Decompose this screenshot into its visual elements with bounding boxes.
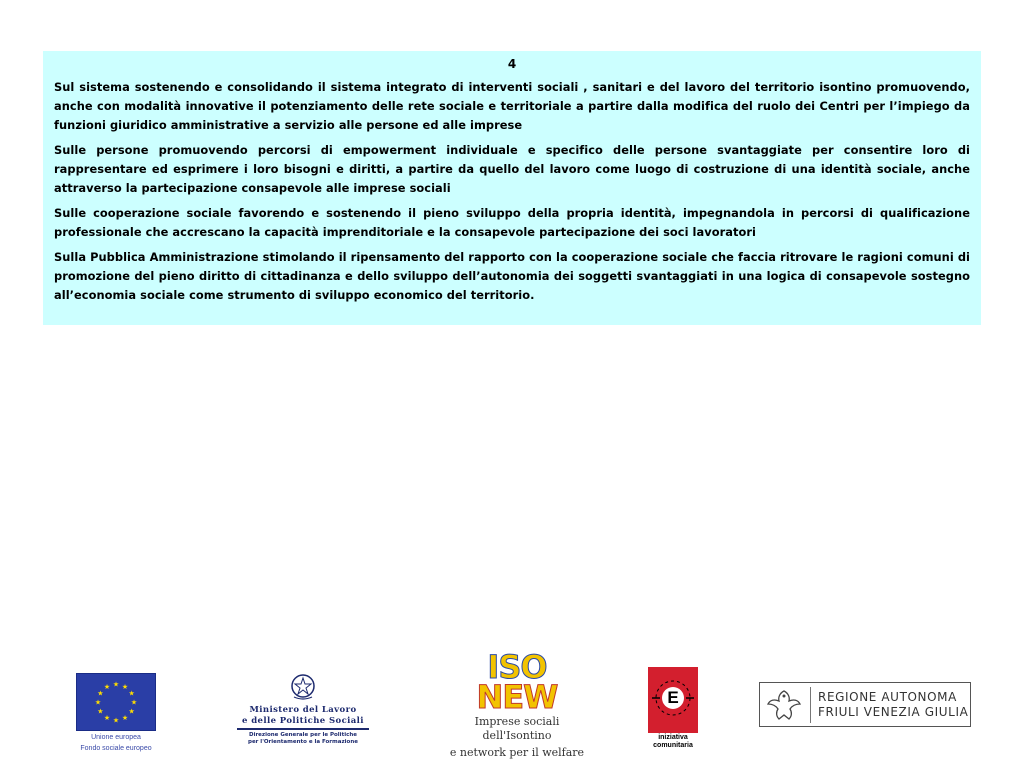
paragraph-cooperazione: Sulle cooperazione sociale favorendo e sostenendo il pieno sviluppo della propria identità, impegnandola in percorsi di qualificazione professionale che accrescano la capacità imprenditoriale e la consapevole partecipazione dei soci lavoratori xyxy=(54,206,970,239)
ministry-sub-line2: per l'Orientamento e la Formazione xyxy=(248,739,358,745)
slide-number: 4 xyxy=(507,57,517,71)
isonew-logo xyxy=(443,648,591,760)
paragraph-sistema: Sul sistema sostenendo e consolidando il sistema integrato di interventi sociali , sanitari e del lavoro del territorio isontino promuovendo, anche con modalità innovative il potenziamento delle rete sociale e territoriale a partire dalla modifica del ruolo dei Centri per l’impiego da funzioni giuridico amministrative a servizio alle persone ed alle imprese xyxy=(54,80,970,132)
equal-caption-line1: iniziativa xyxy=(658,734,688,741)
eu-flag-icon xyxy=(76,673,156,731)
eu-star-icon: ★ xyxy=(128,707,135,716)
ministry-logo xyxy=(237,673,369,746)
eu-star-icon: ★ xyxy=(121,714,129,723)
content-box xyxy=(43,51,981,325)
isonew-caption-line1: Imprese sociali dell'Isontino xyxy=(474,715,560,742)
isonew-caption-line2: e network per il welfare xyxy=(449,746,585,759)
eu-star-icon: ★ xyxy=(94,698,102,707)
ministry-divider xyxy=(237,728,369,730)
eu-star-icon: ★ xyxy=(112,716,120,725)
region-text xyxy=(818,690,968,720)
paragraph-persone: Sulle persone promuovendo percorsi di empowerment individuale e specifico delle persone svantaggiate per consentire loro di rappresentare ed esprimere i loro bisogni e diritti, a partire da quello del lavoro come luogo di costruzione di una identità sociale, anche attraverso la partecipazione consapevole alle imprese sociali xyxy=(54,143,970,195)
region-line1: REGIONE AUTONOMA xyxy=(818,690,957,704)
equal-badge xyxy=(648,667,698,733)
equal-logo xyxy=(647,667,699,749)
region-line2: FRIULI VENEZIA GIULIA xyxy=(818,705,969,719)
eu-logo xyxy=(76,673,156,753)
equal-letter: E xyxy=(662,687,684,709)
eagle-crest-icon xyxy=(764,685,804,725)
eu-star-icon: ★ xyxy=(97,707,104,716)
paragraph-pubblica-amministrazione: Sulla Pubblica Amministrazione stimolando il ripensamento del rapporto con la cooperazione sociale che faccia ritrovare le ragioni comuni di promozione del pieno diritto di cittadinanza e dello sviluppo dell’autonomia dei soggetti svantaggiati in una logica di consapevole sostegno all’economia sociale come strumento di sviluppo economico del territorio. xyxy=(54,250,970,302)
isonew-word-bottom: NEW xyxy=(476,678,558,716)
eu-star-icon: ★ xyxy=(130,698,138,707)
isonew-word-top: ISO xyxy=(487,648,547,686)
eu-star-icon: ★ xyxy=(103,714,111,723)
eu-caption-line2: Fondo sociale europeo xyxy=(80,745,152,752)
eu-star-icon: ★ xyxy=(103,682,111,691)
italian-republic-emblem-icon xyxy=(290,673,316,701)
eu-star-icon: ★ xyxy=(97,689,104,698)
equal-caption-line2: comunitaria xyxy=(653,742,693,749)
eu-star-icon: ★ xyxy=(128,689,135,698)
ministry-title-line2: e delle Politiche Sociali xyxy=(242,716,364,726)
region-divider xyxy=(810,687,811,723)
ministry-sub-line1: Direzione Generale per le Politiche xyxy=(249,732,357,738)
ministry-title-line1: Ministero del Lavoro xyxy=(249,705,357,715)
eu-star-icon: ★ xyxy=(112,680,120,689)
eu-star-icon: ★ xyxy=(121,682,129,691)
region-fvg-logo xyxy=(759,682,971,727)
eu-caption-line1: Unione europea xyxy=(91,734,141,741)
